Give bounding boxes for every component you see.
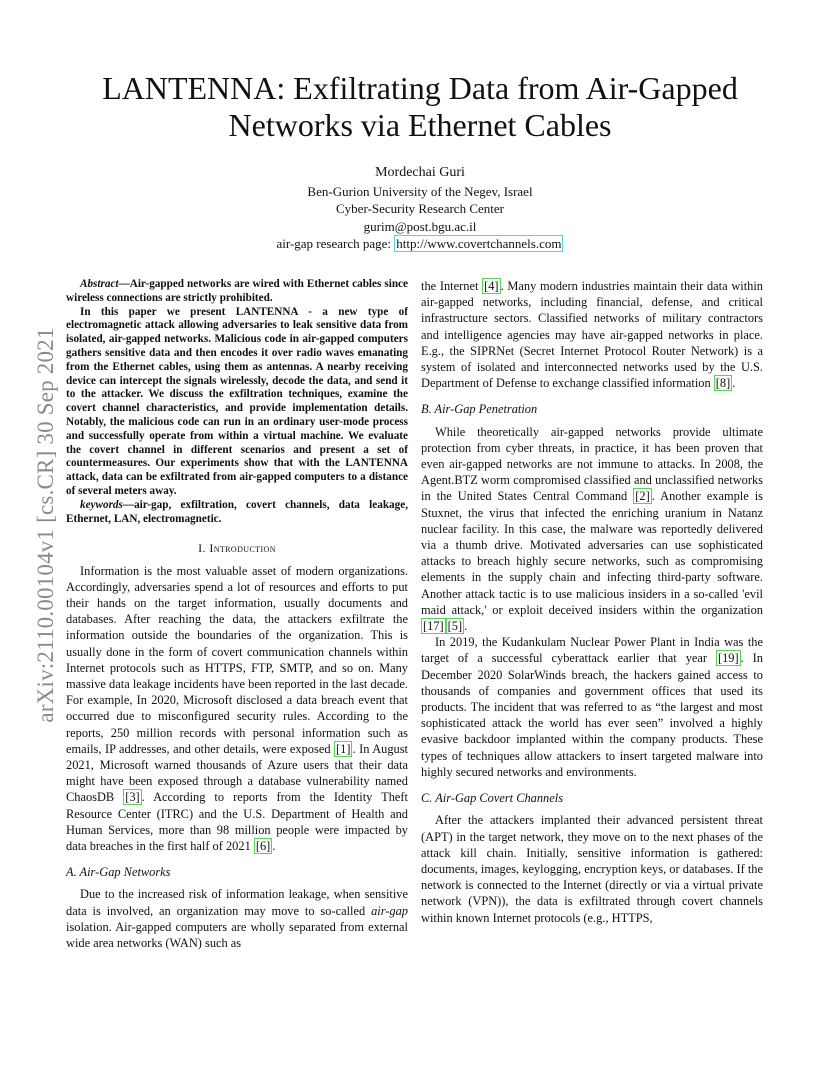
keywords: keywords—air-gap, exfiltration, covert channels, data leakage, Ethernet, LAN, electromagnetic. bbox=[66, 498, 408, 525]
paper-title bbox=[70, 70, 770, 144]
citation-link[interactable]: [2] bbox=[635, 489, 650, 504]
research-page-label: air-gap research page: bbox=[276, 236, 395, 251]
intro-paragraph-1: Information is the most valuable asset of modern organizations. Accordingly, adversaries spend a lot of resources and efforts to put their hands on the target information, usually documents and databases. After reaching the data, the attackers exfiltrate the information outside the boundaries of the organization. This is usually done in the form of covert communication channels within Internet protocols such as HTTPS, FTP, SMTP, and so on. Many massive data leakage incidents have been reported in the last decade. For example, In 2020, Microsoft disclosed a data breach event that occurred due to misconfigured security rules. According to the reports, 250 million records with personal information such as emails, IP addresses, and other details, were exposed [1] . In August 2021, Microsoft warned thousands of Azure users that their data might have been exposed through a database vulnerability named ChaosDB [3] . According to reports from the Identity Theft Resource Center (ITRC) and the U.S. Department of Health and Human Services, more than 98 million people were impacted by data breaches in the first half of 2021 [6] . bbox=[66, 563, 408, 853]
author-email: gurim@post.bgu.ac.il bbox=[363, 218, 477, 234]
author-block bbox=[70, 164, 770, 253]
citation-link[interactable]: [19] bbox=[717, 651, 739, 666]
citation-link[interactable]: [5] bbox=[447, 619, 463, 634]
citation-link[interactable]: [8] bbox=[715, 376, 731, 391]
right-column bbox=[421, 278, 763, 926]
subsection-a-paragraph: Due to the increased risk of information leakage, when sensitive data is involved, an organization may move to so-called air-gap isolation. Air-gapped computers are wholly separated from external wide area networks (WAN) such as bbox=[66, 887, 408, 951]
abstract-paragraph-1: Abstract—Air-gapped networks are wired with Ethernet cables since wireless connections are strictly prohibited. bbox=[66, 278, 408, 304]
research-page-line bbox=[70, 235, 770, 253]
citation-link[interactable]: [1] bbox=[336, 741, 351, 756]
citation-link[interactable]: [3] bbox=[125, 790, 140, 805]
abstract bbox=[66, 278, 408, 526]
arxiv-sidebar bbox=[26, 290, 66, 760]
keywords-label: keywords bbox=[80, 498, 123, 511]
citation-link[interactable]: [17] bbox=[423, 619, 444, 634]
citation-link[interactable]: [6] bbox=[255, 839, 271, 853]
subsection-heading-c: C. Air-Gap Covert Channels bbox=[421, 791, 564, 806]
subsection-b-paragraph-2: In 2019, the Kudankulam Nuclear Power Plant in India was the target of a successful cyberattack earlier that year [19] . In December 2020 SolarWinds breach, the hackers gained access to thousands of companies and government offices that used its products. The incident that was referred to as “the largest and most sophisticated attack the world has ever seen” involved a highly evasive backdoor implanted within the company products. These types of techniques allow attackers to insert targeted malware into highly secured networks and environments. bbox=[421, 635, 763, 779]
subsection-heading-b: B. Air-Gap Penetration bbox=[421, 402, 538, 417]
research-page-link[interactable]: http://www.covertchannels.com bbox=[396, 236, 562, 251]
affiliation-2: Cyber-Security Research Center bbox=[336, 201, 504, 216]
abstract-paragraph-2: In this paper we present LANTENNA - a new type of electromagnetic attack allowing adversaries to leak sensitive data from isolated, air-gapped networks. Malicious code in air-gapped computers gathers sensitive data and then encodes it over radio waves emanating from the Ethernet cables, using them as antennas. A nearby receiving device can intercept the signals wirelessly, decode the data, and send it to the attacker. We discuss the exfiltration techniques, examine the covert channel characteristics, and provide implementation details. Notably, the malicious code can run in an ordinary user-mode process and successfully operate from within a virtual machine. We evaluate the covert channel in different scenarios and present a set of countermeasures. Our experiments show that with the LANTENNA attack, data can be exfiltrated from air-gapped computers to a distance of several meters away. bbox=[66, 305, 408, 497]
left-column bbox=[66, 278, 408, 951]
author-name: Mordechai Guri bbox=[375, 165, 465, 180]
subsection-c-paragraph: After the attackers implanted their advanced persistent threat (APT) in the target network, they move on to the next phases of the attack kill chain. Initially, sensitive information is gathered: documents, images, keylogging, encryption keys, or databases. If the network is connected to the Internet (directly or via a virtual private network (VPN)), the data is exfiltrated through covert channels within known Internet protocols (e.g., HTTPS, bbox=[421, 813, 763, 925]
citation-link[interactable]: [4] bbox=[484, 279, 499, 293]
arxiv-identifier: arXiv:2110.00104v1 [cs.CR] 30 Sep 2021 bbox=[33, 327, 58, 723]
affiliation-1: Ben-Gurion University of the Negev, Israel bbox=[307, 183, 533, 199]
title-line-2: Networks via Ethernet Cables bbox=[228, 107, 612, 143]
subsection-b-paragraph-1: While theoretically air-gapped networks provide ultimate protection from cyber threats, in practice, it has been proven that even air-gapped networks are not immune to attacks. In 2008, the Agent.BTZ worm compromised classified and unclassified networks in the United States Central Command [2] . Another example is Stuxnet, the virus that infected the enriching uranium in Natanz nuclear facility. In this case, the malware was reportedly delivered via a thumb drive. Motivated adversaries can use sophisticated attacks to breach highly secure networks, such as compromising elements in the supply chain and infecting third-party software. Another attack tactic is to use malicious insiders in a so-called 'evil maid attack,' or exploit deceived insiders within the organization [17] [5] . bbox=[421, 424, 764, 634]
abstract-label: Abstract bbox=[80, 278, 119, 290]
section-heading-introduction: I. Introduction bbox=[198, 541, 276, 556]
subsection-heading-a: A. Air-Gap Networks bbox=[66, 865, 171, 880]
title-line-1: LANTENNA: Exfiltrating Data from Air-Gapped bbox=[102, 70, 738, 106]
continued-paragraph: the Internet [4] . Many modern industries maintain their data within air-gapped networks, including financial, defense, and critical infrastructure sectors. Classified networks of military contractors and intelligence agencies may have air-gapped networks in place. E.g., the SIPRNet (Secret Internet Protocol Router Network) is a system of isolated and interconnected networks used by the U.S. Department of Defense to exchange classified information [8] . bbox=[421, 279, 763, 391]
